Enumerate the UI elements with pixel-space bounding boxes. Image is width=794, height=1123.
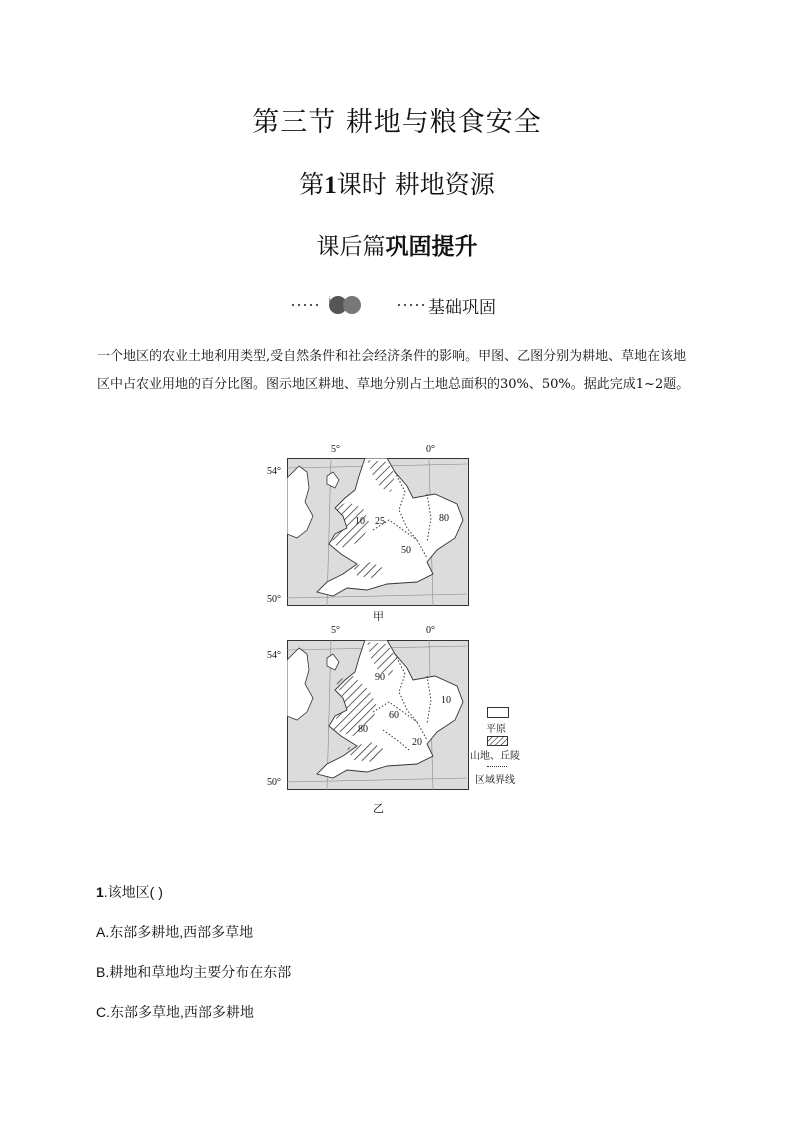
svg-text:i: i [329,297,331,304]
map-a-lon-0: 0° [426,444,435,455]
map-a [287,458,469,606]
map-a-lat-54: 54° [267,466,281,477]
map-b-value: 80 [358,724,368,735]
boundary-swatch [487,766,507,767]
map-b-caption: 乙 [373,802,384,815]
map-a-graphic [287,458,469,606]
map-b-value: 20 [412,737,422,748]
question-text: .该地区( ) [103,884,163,900]
hill-swatch [487,736,509,747]
map-b-lon-0: 0° [426,625,435,636]
intro-paragraph: 一个地区的农业土地利用类型,受自然条件和社会经济条件的影响。甲图、乙图分别为耕地、草地在该地区中占农业用地的百分比图。图示地区耕地、草地分别占土地总面积的30%、50%。据此完成1~2题。 [97,349,690,392]
map-b [287,640,469,790]
section-title: 第三节 耕地与粮食安全 [252,107,542,138]
map-b-value: 10 [441,695,451,706]
subtitle-plain: 课后篇 [316,234,386,260]
section-label: 基础巩固 [428,298,496,318]
map-b-lon-5: 5° [331,625,340,636]
map-b-value: 90 [375,672,385,683]
map-b-graphic [287,640,469,790]
map-a-value: 50 [401,545,411,556]
dotted-rule-left [290,303,322,307]
section-badge-icon [324,293,368,317]
question-number: 1 [96,884,104,900]
lesson-title [0,165,794,201]
map-b-lat-50: 50° [267,777,281,788]
map-a-lat-50: 50° [267,594,281,605]
map-a-caption: 甲 [373,610,384,623]
option-a: A.东部多耕地,西部多草地 [96,924,254,940]
subtitle-bold: 巩固提升 [385,234,478,260]
question-stem [96,882,163,902]
legend-hill-label: 山地、丘陵 [470,751,520,762]
option-b: B.耕地和草地均主要分布在东部 [96,964,292,980]
map-a-value: 80 [439,513,449,524]
map-a-lon-5: 5° [331,444,340,455]
legend-plain-label: 平原 [486,724,506,735]
legend-boundary-label: 区域界线 [475,775,515,786]
option-c: C.东部多草地,西部多耕地 [96,1004,254,1020]
dotted-rule-right [396,303,426,307]
map-a-value: 10 [355,516,365,527]
subtitle [0,228,794,261]
plain-swatch [487,707,509,718]
lesson-number: 1 [324,172,337,199]
map-a-value: 25 [375,516,385,527]
lesson-prefix: 第 [299,170,325,199]
map-b-value: 60 [389,710,399,721]
lesson-suffix: 课时 耕地资源 [336,170,495,199]
map-b-lat-54: 54° [267,650,281,661]
section-header [0,290,794,320]
